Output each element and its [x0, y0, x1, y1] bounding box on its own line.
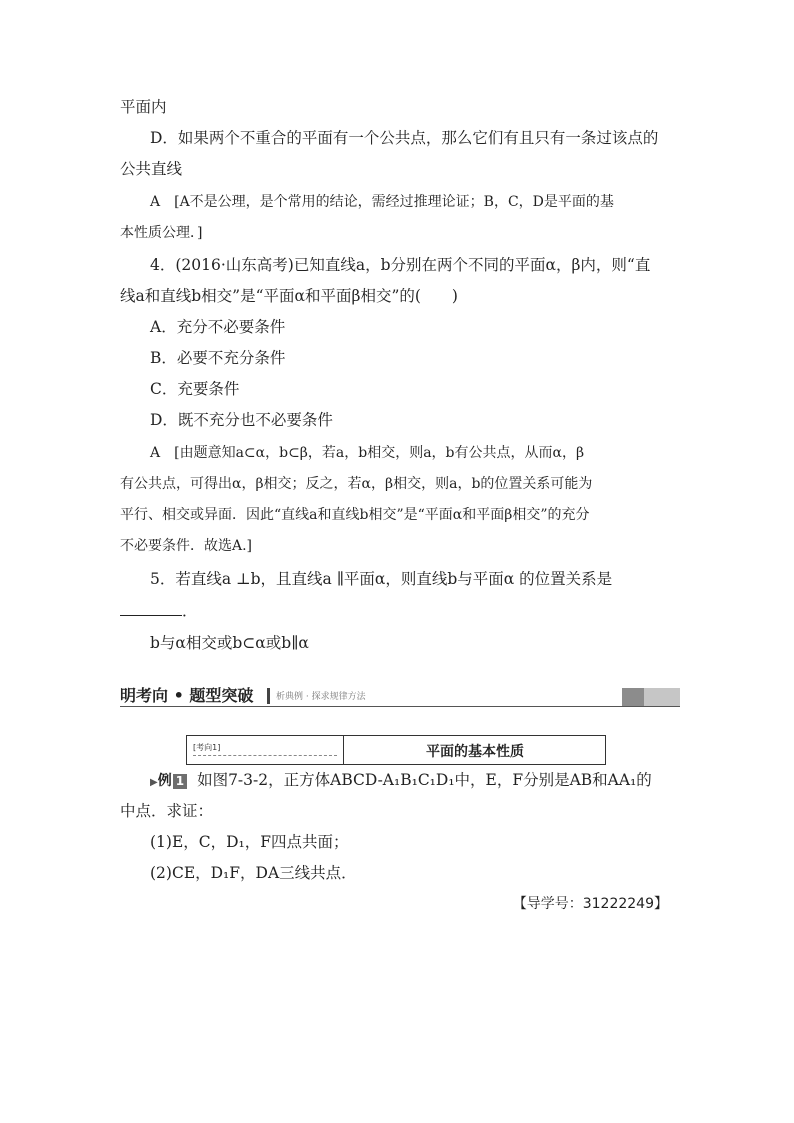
q3-option-d-line1: D．如果两个不重合的平面有一个公共点，那么它们有且只有一条过该点的	[150, 129, 659, 147]
section-header	[120, 686, 680, 708]
topic-box	[186, 735, 606, 765]
guide-number: 【导学号：31222249】	[512, 896, 668, 912]
topic-title: 平面的基本性质	[426, 744, 524, 760]
q4-stem-line2: 线a和直线b相交”是“平面α和平面β相交”的( )	[120, 287, 458, 305]
q5-stem-line2	[120, 600, 198, 621]
example-text-line1: 如图7-3-2，正方体ABCD-A₁B₁C₁D₁中，E，F分别是AB和AA₁的	[197, 771, 652, 789]
q4-answer-line1: A [由题意知a⊂α，b⊂β，若a，b相交，则a，b有公共点，从而α，β	[150, 445, 585, 461]
example-label	[150, 771, 187, 793]
q3-answer-line1: A [A不是公理，是个常用的结论，需经过推理论证；B，C，D是平面的基	[150, 194, 614, 210]
section-decor-light	[644, 688, 680, 706]
section-decor-dark	[622, 688, 644, 706]
example-line2: 中点．求证：	[120, 802, 214, 820]
example-line1	[150, 770, 652, 793]
q4-option-a: A．充分不必要条件	[150, 318, 286, 336]
section-title: 明考向 • 题型突破	[120, 686, 254, 705]
q3-answer-line2: 本性质公理．]	[120, 225, 203, 241]
q5-answer: b与α相交或b⊂α或b∥α	[150, 634, 309, 652]
example-part1: (1)E，C，D₁，F四点共面；	[150, 833, 349, 851]
example-part2: (2)CE，D₁F，DA三线共点．	[150, 864, 357, 882]
q5-stem-suffix: ．	[182, 602, 198, 620]
section-title-bar	[267, 688, 270, 704]
play-icon: ▶	[150, 777, 158, 788]
q3-option-d-line2: 公共直线	[120, 160, 183, 178]
example-number: 1	[173, 774, 187, 789]
q4-option-c: C．充要条件	[150, 380, 240, 398]
q5-stem-line1: 5．若直线a ⊥b，且直线a ∥平面α，则直线b与平面α 的位置关系是	[150, 570, 613, 588]
topic-dash-line	[193, 755, 337, 756]
topic-tag: [考向1]	[193, 743, 221, 752]
q4-option-b: B．必要不充分条件	[150, 349, 286, 367]
example-label-text: 例	[157, 773, 172, 789]
q4-answer-line4: 不必要条件．故选A.]	[120, 538, 253, 554]
section-subtitle: 析典例 · 探求规律方法	[276, 692, 366, 702]
q4-answer-line2: 有公共点，可得出α，β相交；反之，若α，β相交，则a，b的位置关系可能为	[120, 476, 593, 492]
section-rule	[120, 706, 680, 707]
q5-answer-blank	[120, 600, 182, 616]
q3-tail: 平面内	[120, 98, 167, 116]
q4-answer-line3: 平行、相交或异面．因此“直线a和直线b相交”是“平面α和平面β相交”的充分	[120, 507, 590, 523]
q4-option-d: D．既不充分也不必要条件	[150, 411, 333, 429]
q4-stem-line1: 4．(2016·山东高考)已知直线a，b分别在两个不同的平面α，β内，则“直	[150, 256, 651, 274]
